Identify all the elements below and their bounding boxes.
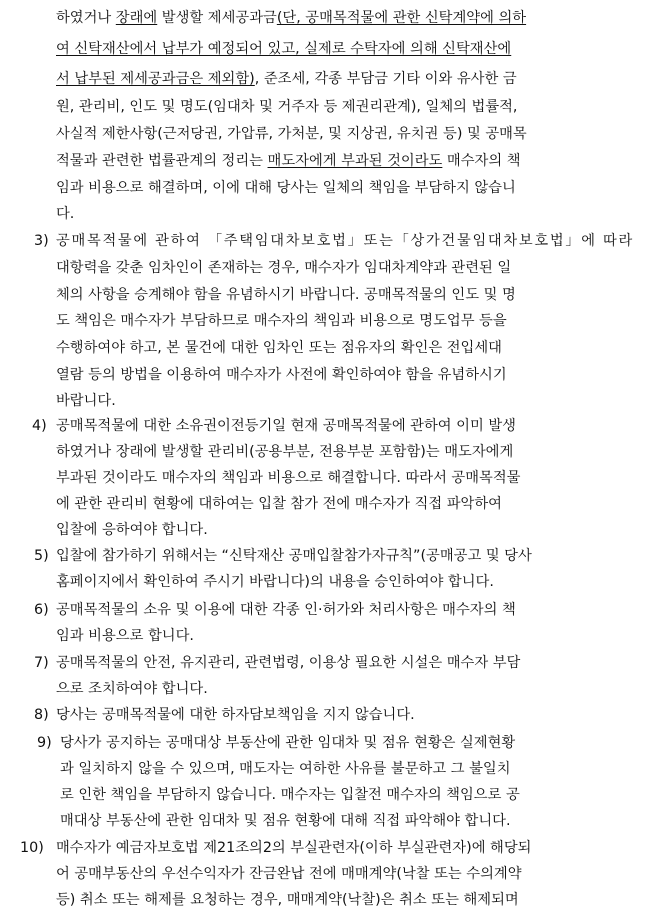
text-line: 수행하여야 하고, 본 물건에 대한 임차인 또는 점유자의 확인은 전입세대 bbox=[56, 340, 502, 356]
text-line: 하였거나 장래에 발생할 관리비(공용부분, 전용부분 포함함)는 매도자에게 bbox=[56, 444, 514, 460]
text-line: 원, 관리비, 인도 및 명도(임대차 및 거주자 등 제권리관계), 일체의 법률적, bbox=[56, 99, 518, 115]
text-line: 입찰에 참가하기 위해서는 “신탁재산 공매입찰참가자규칙”(공매공고 및 당사 bbox=[56, 548, 532, 564]
item-number: 3) bbox=[34, 233, 49, 249]
text-line: 매수자가 예금자보호법 제21조의2의 부실관련자(이하 부실관련자)에 해당되 bbox=[56, 840, 532, 856]
underlined-text: 서 납부된 제세공과금은 제외함) bbox=[56, 71, 255, 87]
text-line: 에 관한 관리비 현황에 대하여는 입찰 참가 전에 매수자가 직접 파악하여 bbox=[56, 496, 502, 512]
text-line bbox=[56, 152, 521, 170]
text-line: 등) 취소 또는 해제를 요청하는 경우, 매매계약(낙찰)은 취소 또는 해제되며 bbox=[56, 892, 519, 908]
text-span: , 준조세, 각종 부담금 기타 이와 유사한 금 bbox=[254, 71, 517, 87]
text-line bbox=[56, 9, 526, 27]
text-line: 입찰에 응하여야 합니다. bbox=[56, 522, 208, 538]
item-number: 8) bbox=[34, 707, 49, 723]
text-line: 대항력을 갖춘 임차인이 존재하는 경우, 매수자가 임대차계약과 관련된 일 bbox=[56, 260, 512, 276]
underlined-line: 여 신탁재산에서 납부가 예정되어 있고, 실제로 수탁자에 의해 신탁재산에 bbox=[56, 41, 512, 57]
text-span: 하였거나 bbox=[56, 10, 116, 26]
text-line: 당사는 공매목적물에 대한 하자담보책임을 지지 않습니다. bbox=[56, 707, 415, 723]
underlined-text: 매도자에게 부과된 것이라도 bbox=[267, 153, 443, 169]
text-line: 으로 조치하여야 합니다. bbox=[56, 681, 208, 697]
text-line: 공매목적물의 소유 및 이용에 대한 각종 인·허가와 처리사항은 매수자의 책 bbox=[56, 602, 516, 618]
underlined-text: (단, 공매목적물에 관한 신탁계약에 의하 bbox=[276, 10, 527, 26]
text-line: 공매목적물에 대한 소유권이전등기일 현재 공매목적물에 관하여 이미 발생 bbox=[56, 418, 516, 434]
item-number: 6) bbox=[34, 602, 49, 618]
text-line: 사실적 제한사항(근저당권, 가압류, 가처분, 및 지상권, 유치권 등) 및 공매목 bbox=[56, 126, 527, 142]
text-line: 공매목적물의 안전, 유지관리, 관련법령, 이용상 필요한 시설은 매수자 부담 bbox=[56, 655, 521, 671]
item-number: 4) bbox=[32, 418, 47, 434]
text-line: 임과 비용으로 합니다. bbox=[56, 628, 194, 644]
text-span: 발생할 제세공과금 bbox=[157, 10, 277, 26]
text-line: 로 인한 책임을 부담하지 않습니다. 매수자는 입찰전 매수자의 책임으로 공 bbox=[60, 787, 520, 803]
text-line: 다. bbox=[56, 206, 75, 222]
text-line: 임과 비용으로 해결하며, 이에 대해 당사는 일체의 책임을 부담하지 않습니 bbox=[56, 180, 516, 196]
text-line: 매대상 부동산에 관한 임대차 및 점유 현황에 대해 직접 파악해야 합니다. bbox=[60, 813, 511, 829]
item-number: 7) bbox=[34, 655, 49, 671]
item-number: 9) bbox=[37, 735, 52, 751]
text-line: 어 공매부동산의 우선수익자가 잔금완납 전에 매매계약(낙찰 또는 수의계약 bbox=[56, 866, 522, 882]
text-line: 도 책임은 매수자가 부담하므로 매수자의 책임과 비용으로 명도업무 등을 bbox=[56, 313, 507, 329]
text-line: 당사가 공지하는 공매대상 부동산에 관한 임대차 및 점유 현황은 실제현황 bbox=[60, 735, 516, 751]
underlined-text: 장래에 bbox=[115, 10, 158, 26]
text-line bbox=[56, 70, 517, 88]
item-number: 5) bbox=[34, 548, 49, 564]
text-line: 바랍니다. bbox=[56, 393, 116, 409]
text-span: 매수자의 책 bbox=[442, 153, 521, 169]
item-number: 10) bbox=[20, 840, 44, 856]
text-line: 부과된 것이라도 매수자의 책임과 비용으로 해결합니다. 따라서 공매목적물 bbox=[56, 470, 521, 486]
text-line: 홈페이지에서 확인하여 주시기 바랍니다)의 내용을 승인하여야 합니다. bbox=[56, 574, 494, 590]
text-line: 체의 사항을 승계해야 함을 유념하시기 바랍니다. 공매목적물의 인도 및 명 bbox=[56, 287, 516, 303]
text-span: 적물과 관련한 법률관계의 정리는 bbox=[56, 153, 268, 169]
text-line: 과 일치하지 않을 수 있으며, 매도자는 여하한 사유를 불문하고 그 불일치 bbox=[60, 761, 511, 777]
text-line: 공매목적물에 관하여 「주택임대차보호법」또는「상가건물임대차보호법」에 따라 bbox=[56, 233, 634, 249]
text-line: 열람 등의 방법을 이용하여 매수자가 사전에 확인하여야 함을 유념하시기 bbox=[56, 367, 507, 383]
